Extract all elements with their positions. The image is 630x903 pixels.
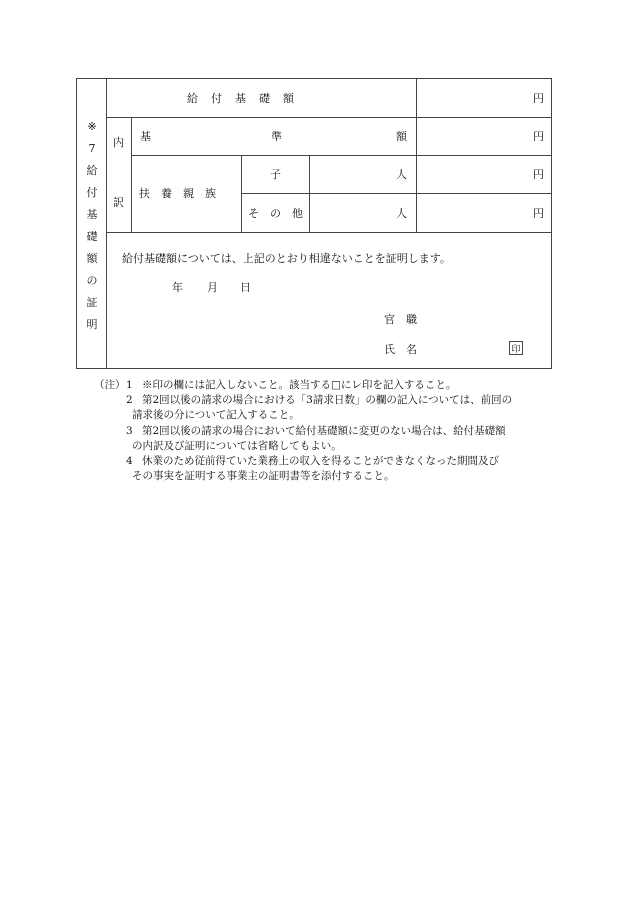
- dependents-other-amount-unit: 円: [533, 207, 544, 220]
- standard-amount-unit: 円: [533, 130, 544, 143]
- breakdown-label-top: 内: [113, 136, 124, 149]
- benefit-base-label: 給 付 基 礎 額: [187, 92, 295, 105]
- note-item: [94, 393, 554, 408]
- standard-amount-label-left: 基: [140, 130, 151, 143]
- note-text-continuation: その事実を証明する事業主の証明書等を添付すること。: [132, 470, 395, 483]
- note-text: 第2回以後の請求の場合における「3請求日数」の欄の記入については、前回の: [142, 394, 513, 407]
- note-text: 休業のため従前得ていた業務上の収入を得ることができなくなった期間及び: [142, 455, 499, 468]
- date-month-label: 月: [207, 281, 218, 294]
- note-item: [94, 454, 554, 469]
- date-year-label: 年: [172, 281, 183, 294]
- benefit-base-certification-table: [76, 78, 552, 369]
- side-title-char: 給: [86, 164, 98, 177]
- row3-divider: [241, 193, 551, 194]
- official-position-label: 官 職: [384, 313, 417, 326]
- dependents-child-count-unit: 人: [396, 168, 407, 181]
- side-title-char: ※: [87, 120, 97, 133]
- row1-divider: [106, 117, 551, 118]
- note-number: 2: [126, 394, 133, 407]
- side-title-char: 額: [86, 252, 98, 265]
- side-title-char: 7: [88, 142, 96, 155]
- note-item: [94, 378, 554, 393]
- side-title-char: 礎: [86, 230, 98, 243]
- side-title-char: 証: [86, 296, 98, 309]
- dependents-child-label: 子: [270, 168, 281, 181]
- notes-heading: （注）: [94, 379, 126, 391]
- notes-section: [94, 378, 554, 485]
- note-text-continuation: 請求後の分について記入すること。: [132, 409, 300, 422]
- note-text-continuation: の内訳及び証明については省略してもよい。: [132, 439, 342, 452]
- side-title-vertical: [77, 79, 107, 368]
- breakdown-label-bottom: 訳: [113, 196, 124, 209]
- note-text: 第2回以後の請求の場合において給付基礎額に変更のない場合は、給付基礎額: [142, 424, 506, 437]
- dependents-other-count-unit: 人: [396, 207, 407, 220]
- benefit-base-unit: 円: [533, 92, 544, 105]
- date-day-label: 日: [240, 281, 251, 294]
- note-number: 4: [126, 455, 133, 468]
- certification-statement: 給付基礎額については、上記のとおり相違ないことを証明します。: [122, 252, 451, 265]
- standard-amount-label-mid: 準: [271, 130, 282, 143]
- dependents-child-amount-unit: 円: [533, 168, 544, 181]
- name-label: 氏 名: [384, 343, 417, 356]
- note-text: ※印の欄には記入しないこと。該当する□にレ印を記入すること。: [142, 379, 457, 391]
- certification-divider: [106, 232, 551, 233]
- note-item: [94, 424, 554, 439]
- side-title-char: の: [86, 274, 98, 287]
- note-number: 1: [126, 379, 133, 391]
- dependents-other-label: そ の 他: [248, 207, 303, 220]
- standard-amount-label-right: 額: [396, 130, 407, 143]
- seal-mark: 印: [509, 341, 523, 355]
- side-title-char: 基: [86, 208, 98, 221]
- note-number: 3: [126, 424, 133, 437]
- dependents-label: 扶 養 親 族: [139, 187, 216, 200]
- row2-divider: [131, 155, 551, 156]
- side-title-char: 明: [86, 318, 98, 331]
- side-title-char: 付: [86, 186, 98, 199]
- breakdown-column-divider: [131, 117, 132, 232]
